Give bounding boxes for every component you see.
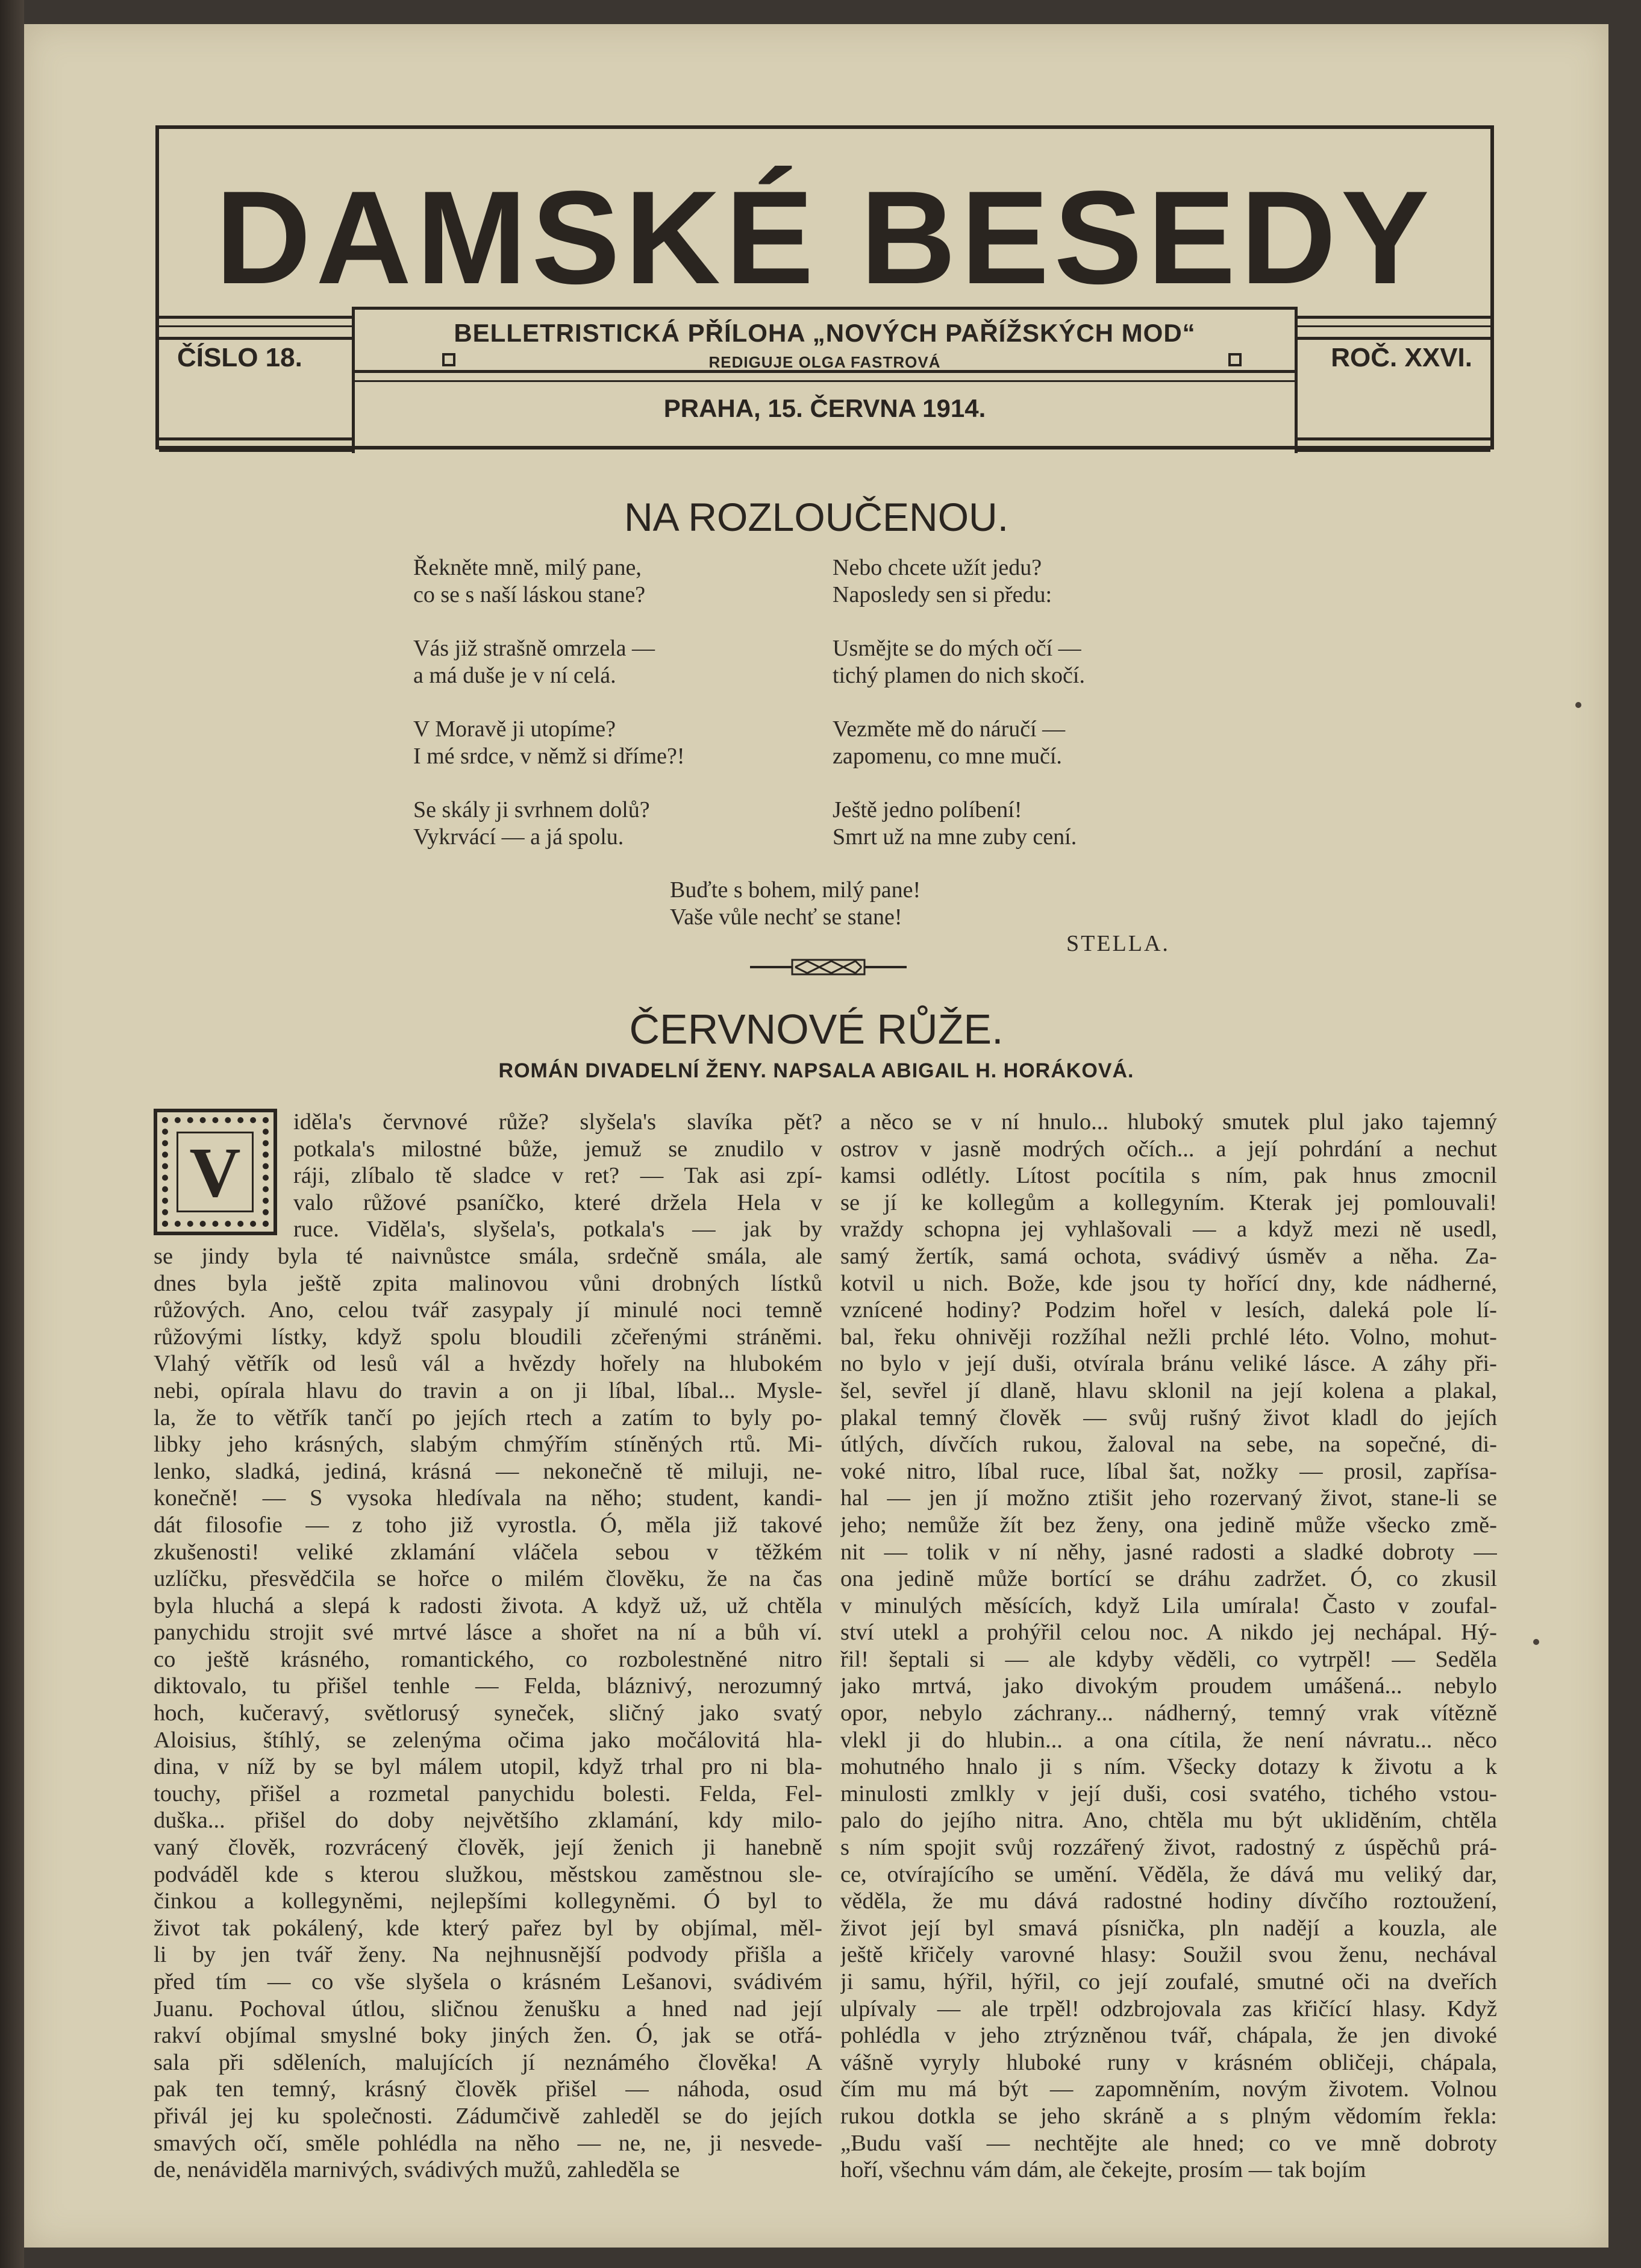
text-line: ostrov v jasně modrých očích... a její pohrdání a nechut xyxy=(840,1136,1497,1162)
text-line: li by jen tvář ženy. Na nejhnusnější podvody přišla a xyxy=(154,1942,822,1968)
text-line: ruce. Viděla's, slyšela's, potkala's — jak by xyxy=(293,1217,822,1242)
text-line: hoch, kučeravý, světlorusý syneček, sličný jako svatý xyxy=(154,1700,822,1726)
text-line: kotvil u nich. Bože, kde jsou ty hořící dny, kde nádherné, xyxy=(840,1270,1497,1296)
issue-number: ČÍSLO 18. xyxy=(177,343,302,372)
text-line: „Budu vaší — nechtějte ale hned; co ve mně dobroty xyxy=(840,2130,1497,2156)
masthead-rule-right xyxy=(1298,316,1490,340)
text-line: se jindy byla té naivnůstce smála, srdečně smála, ale xyxy=(154,1243,822,1269)
text-line: no bylo v její duši, otvírala bránu veliké lásce. A záhy při- xyxy=(840,1351,1497,1377)
poem-line: tichý plamen do nich skočí. xyxy=(833,663,1085,688)
masthead-rule-left-bottom xyxy=(159,437,352,452)
text-line: Vlahý větřík od lesů vál a hvězdy hořely na hlubokém xyxy=(154,1351,822,1377)
poem-line: co se s naší láskou stane? xyxy=(413,582,646,607)
text-line: hoří, všechnu vám dám, ale čekejte, prosím — tak bojím xyxy=(840,2157,1366,2183)
poem-line: Smrt už na mne zuby cení. xyxy=(833,824,1077,850)
text-line: opor, nebylo záchrany... nádherný, temný vrak vítězně xyxy=(840,1700,1497,1726)
poem-line: Usmějte se do mých očí — xyxy=(833,636,1081,661)
text-line: zkušenosti! veliké zklamání vláčela sebou v těžkém xyxy=(154,1539,822,1565)
masthead-title: DAMSKÉ BESEDY xyxy=(215,163,1434,312)
text-line: co ještě krásného, romantického, co rozbolestněné nitro xyxy=(154,1646,822,1672)
text-line: vraždy schopna jej vyhlašovali — a když mezi ně usedl, xyxy=(840,1217,1497,1242)
text-line: lenko, sladká, jediná, krásná — nekonečně tě miluji, ne- xyxy=(154,1458,822,1484)
poem-stanza xyxy=(833,797,1077,851)
poem-title: NA ROZLOUČENOU. xyxy=(624,495,1009,539)
text-line: přivál jej ku společnosti. Zádumčivě zahleděl se do jejích xyxy=(154,2103,822,2129)
text-line: řil! šeptali si — ale kdyby věděli, co vytrpěl! — Seděla xyxy=(840,1646,1497,1672)
text-line: minulosti zmlkly v její duši, cosi svatého, tichého vstou- xyxy=(840,1781,1497,1806)
text-line: libky jeho krásných, slabým chmýřím stíněných rtů. Mi- xyxy=(154,1432,822,1458)
text-line: uzlíčku, přesvědčila se hořce o milém člověku, že na čas xyxy=(154,1566,822,1592)
text-line: ulpívaly — ale trpěl! odzbrojovala zas křičící hlasy. Když xyxy=(840,1996,1497,2022)
novel-column-left xyxy=(154,1109,822,2184)
text-line: ona jedině může bortící se dráhu zadržet. Ó, co zkusil xyxy=(840,1566,1497,1592)
poem-line: a má duše je v ní celá. xyxy=(413,663,616,688)
text-line: dát filosofie — z toho již vyrostla. Ó, měla již takové xyxy=(154,1512,822,1538)
text-line: de, nenáviděla marnivých, svádivých mužů, zahleděla se xyxy=(154,2157,680,2183)
text-line: dina, v níž by se byl málem utopil, když trhal pro ni bla- xyxy=(154,1754,822,1780)
text-line: touchy, přišel a rozmetal panychidu bolesti. Felda, Fel- xyxy=(154,1781,822,1806)
poem-line: zapomenu, co mne mučí. xyxy=(833,744,1062,769)
masthead-editor: REDIGUJE OLGA FASTROVÁ xyxy=(708,353,941,371)
novel-title: ČERVNOVÉ RŮŽE. xyxy=(629,1006,1004,1053)
dropcap-letter: V xyxy=(177,1132,254,1212)
text-line: podváděl kde s kterou služkou, městskou zaměstnou sle- xyxy=(154,1861,822,1887)
text-line: valo růžové psaníčko, které držela Hela v xyxy=(293,1189,822,1215)
text-line: vaný člověk, rozvrácený člověk, její ženich ji hanebně xyxy=(154,1835,822,1861)
masthead-rule-left xyxy=(159,316,352,340)
poem-stanza xyxy=(833,635,1085,689)
text-line: pak ten temný, krásný člověk přišel — náhoda, osud xyxy=(154,2076,822,2102)
text-line: la, že to větřík tančí po jejích rtech a zatím to byly po- xyxy=(154,1405,822,1430)
text-line: Aloisius, štíhlý, se zelenýma očima jako močálovitá hla- xyxy=(154,1727,822,1753)
text-line: panychidu strojit své mrtvé lásce a shořet na ní a bůh ví. xyxy=(154,1620,822,1646)
poem-stanza xyxy=(413,797,650,851)
volume-number: ROČ. XXVI. xyxy=(1331,343,1472,372)
poem-line: Ještě jedno políbení! xyxy=(833,797,1022,822)
divider-ornament-icon xyxy=(750,955,907,979)
poem-line: Se skály ji svrhnem dolů? xyxy=(413,797,650,822)
text-line: útlých, dívčích rukou, žaloval na sebe, na sopečné, di- xyxy=(840,1432,1497,1458)
text-line: kamsi odlétly. Lítost pocítila s ním, pak hnus zmocnil xyxy=(840,1163,1497,1189)
poem-line: Buďte s bohem, milý pane! xyxy=(670,877,921,903)
poem-line: Vykrvácí — a já spolu. xyxy=(413,824,624,850)
text-line: činkou a kollegyněmi, nejlepšími kollegyněmi. Ó byl to xyxy=(154,1888,822,1914)
poem-stanza xyxy=(413,635,655,689)
newspaper-page xyxy=(24,24,1608,2248)
paper-speck xyxy=(1575,702,1581,708)
text-line: nebi, opírala hlavu do travin a on ji líbal, líbal... Mysle- xyxy=(154,1377,822,1403)
text-line: život tak pokálený, kde který pařez byl by objímal, měl- xyxy=(154,1915,822,1941)
text-line: sala při sděleních, malujících jí neznámého člověka! A xyxy=(154,2049,822,2075)
text-line: diktovalo, tu přišel tenhle — Felda, bláznivý, nerozumný xyxy=(154,1673,822,1699)
text-line: plakal temný člověk — svůj rušný život kladl do jejích xyxy=(840,1405,1497,1430)
poem-stanza xyxy=(833,554,1052,609)
novel-column-right xyxy=(840,1109,1497,2184)
text-line: šel, sevřel jí dlaně, hlavu sklonil na její kolena a plakal, xyxy=(840,1377,1497,1403)
poem-line: I mé srdce, v němž si dříme?! xyxy=(413,744,685,769)
text-line: iděla's červnové růže? slyšela's slavíka pět? xyxy=(293,1109,822,1135)
text-line: růžových. Ano, celou tvář zasypaly jí minulé noci temně xyxy=(154,1297,822,1323)
poem-line: Vezměte mě do náručí — xyxy=(833,716,1066,742)
text-line: čím mu má být — zapomněním, novým životem. Volnou xyxy=(840,2076,1497,2102)
poem-line: Řekněte mně, milý pane, xyxy=(413,555,642,580)
text-line: hal — jen jí možno ztišit jeho rozervaný život, stane-li se xyxy=(840,1485,1497,1511)
text-line: s ním spojit svůj rozzářený život, radostný z úspěchů prá- xyxy=(840,1835,1497,1861)
text-line: ce, otvírajícího se umění. Věděla, že dává mu veliký dar, xyxy=(840,1861,1497,1887)
text-line: voké nitro, líbal ruce, líbal šat, nožky — prosil, zapřísa- xyxy=(840,1458,1497,1484)
poem-line: Vás již strašně omrzela — xyxy=(413,636,655,661)
text-line: věděla, že mu dává radostné hodiny dívčího roztoužení, xyxy=(840,1888,1497,1914)
binding-edge xyxy=(0,0,24,2268)
poem-line: Nebo chcete užít jedu? xyxy=(833,555,1042,580)
text-line: ji samu, hýřil, hýřil, co její zoufalé, smutné oči na dveřích xyxy=(840,1969,1497,1994)
text-line: vášně vyryly hluboké runy v krásném obličeji, chápala, xyxy=(840,2049,1497,2075)
text-line: potkala's milostné bůže, jemuž se znudilo v xyxy=(293,1136,822,1162)
text-line: jeho; nemůže žít bez ženy, ona jedině může všecko změ- xyxy=(840,1512,1497,1538)
text-line: jako mrtvá, jako divokým proudem umášená... nebylo xyxy=(840,1673,1497,1699)
text-line: dnes byla ještě zpita malinovou vůni drobných lístků xyxy=(154,1270,822,1296)
text-line: vlekl ji do hlubin... a ona cítila, že není návratu... něco xyxy=(840,1727,1497,1753)
text-line: pohlédla v jeho ztrýzněnou tvář, chápala, že jen divoké xyxy=(840,2023,1497,2049)
masthead-subtitle: BELLETRISTICKÁ PŘÍLOHA „NOVÝCH PAŘÍŽSKÝCH MOD“ xyxy=(454,319,1196,347)
masthead xyxy=(155,125,1494,450)
poem-stanza xyxy=(413,554,645,609)
poem-closing xyxy=(670,877,921,931)
text-line: byla hluchá a slepá k radosti života. A když už, už chtěla xyxy=(154,1593,822,1618)
text-line: se jí ke kollegům a kollegyním. Kterak jej pomlouvali! xyxy=(840,1189,1497,1215)
poem-stanza xyxy=(833,716,1065,770)
text-line: palo do jejího nitra. Ano, chtěla mu být ukliděním, chtěla xyxy=(840,1808,1497,1834)
text-line: před tím — co vše slyšela o krásném Lešanovi, svádivém xyxy=(154,1969,822,1994)
poem-author: STELLA. xyxy=(1066,931,1170,956)
poem-line: Naposledy sen si předu: xyxy=(833,582,1052,607)
text-line: ráji, zlíbalo tě sladce v ret? — Tak asi zpí- xyxy=(293,1163,822,1189)
text-line: Juanu. Pochoval útlou, sličnou ženušku a hned nad její xyxy=(154,1996,822,2022)
text-line: rakví objímal smyslné boky jiných žen. Ó, jak se otřá- xyxy=(154,2023,822,2049)
text-line: samý žertík, samá ochota, svádivý úsměv a něha. Za- xyxy=(840,1243,1497,1269)
poem-line: V Moravě ji utopíme? xyxy=(413,716,616,742)
text-line: v minulých měsících, když Lila umírala! Často v zoufal- xyxy=(840,1593,1497,1618)
masthead-rule-right-bottom xyxy=(1298,437,1490,452)
text-line: život její byl smavá písnička, pln nadějí a kouzla, ale xyxy=(840,1915,1497,1941)
text-line: vznícené hodiny? Podzim hořel v lesích, daleká pole lí- xyxy=(840,1297,1497,1323)
issue-date: PRAHA, 15. ČERVNA 1914. xyxy=(663,394,986,422)
poem-stanza xyxy=(413,716,685,770)
text-line: duška... přišel do doby největšího zklamání, kdy milo- xyxy=(154,1808,822,1834)
novel-subtitle: ROMÁN DIVADELNÍ ŽENY. NAPSALA ABIGAIL H. HORÁKOVÁ. xyxy=(498,1059,1134,1082)
text-line: nit — tolik v ní něhy, jasné radosti a sladké dobroty — xyxy=(840,1539,1497,1565)
text-line: bal, řeku ohnivěji rozžíhal nežli prchlé léto. Volno, mohut- xyxy=(840,1324,1497,1350)
text-line: rukou dotkla se jeho skráně a s plným vědomím řekla: xyxy=(840,2103,1497,2129)
text-line: růžovými lístky, když spolu bloudili zčeřenými stráněmi. xyxy=(154,1324,822,1350)
text-line: a něco se v ní hnulo... hluboký smutek plul jako tajemný xyxy=(840,1109,1497,1135)
square-ornament-icon xyxy=(1228,353,1242,366)
text-line: ještě křičely varovné hlasy: Soužil svou ženu, nechával xyxy=(840,1942,1497,1968)
paper-speck xyxy=(1533,1639,1539,1645)
text-line: mohutného hnalo ji s ním. Všecky dotazy k životu a k xyxy=(840,1754,1497,1780)
poem-line: Vaše vůle nechť se stane! xyxy=(670,904,902,930)
text-line: ství utekl a prohýřil celou noc. A nikdo jej nechápal. Hý- xyxy=(840,1620,1497,1646)
text-line: konečně! — S vysoka hledívala na něho; student, kandi- xyxy=(154,1485,822,1511)
text-line: smavých očí, směle pohlédla na něho — ne, ne, ji nesvede- xyxy=(154,2130,822,2156)
